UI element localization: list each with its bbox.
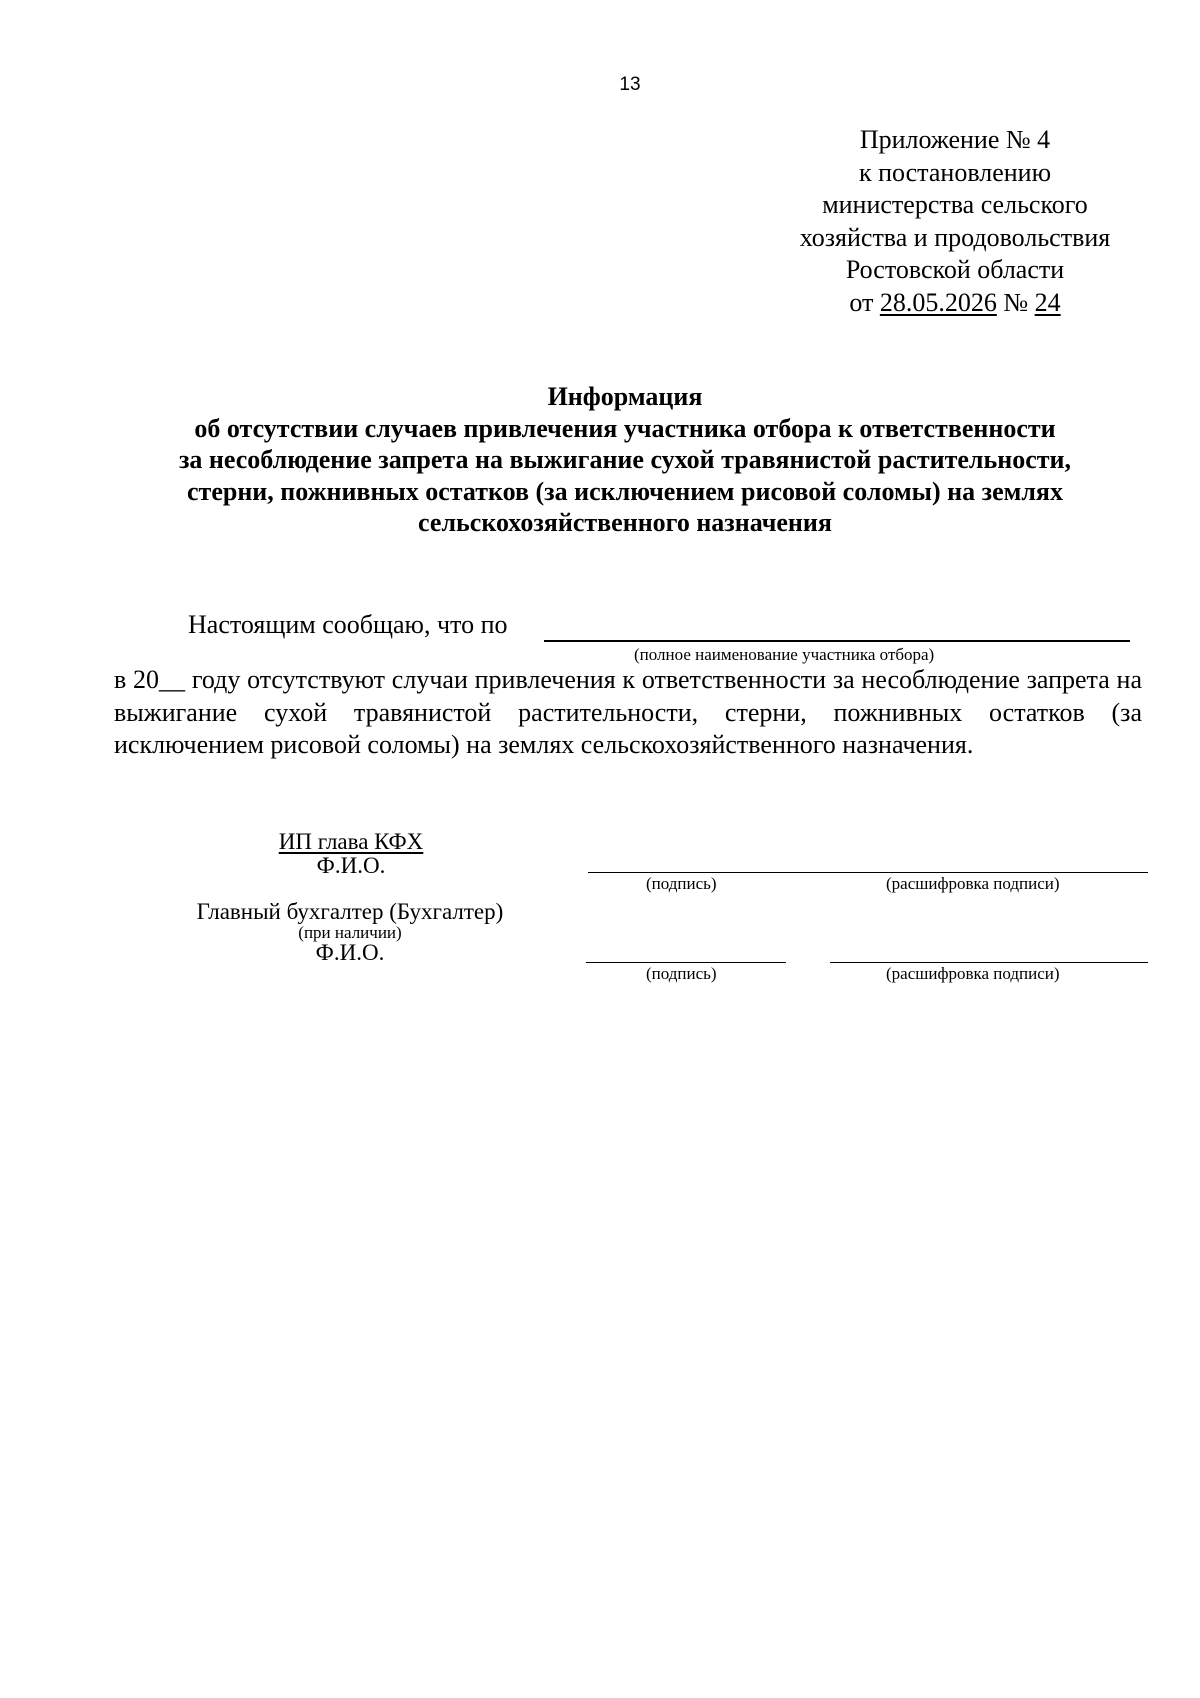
accountant-decode-hint: (расшифровка подписи) — [886, 964, 1060, 983]
accountant-signature-line[interactable] — [586, 962, 786, 963]
participant-name-field[interactable] — [544, 640, 1130, 642]
title-line-2: об отсутствии случаев привлечения участника отбора к ответственности — [194, 413, 1056, 443]
accountant-decode-line[interactable] — [830, 962, 1148, 963]
appendix-header — [740, 124, 1170, 319]
accountant-title: Главный бухгалтер (Бухгалтер) — [196, 899, 504, 924]
number-sign: № — [1003, 287, 1029, 317]
head-signature-hint: (подпись) — [646, 874, 717, 893]
title-line-4: стерни, пожнивных остатков (за исключением рисовой соломы) на землях — [187, 476, 1063, 506]
head-title: ИП глава КФХ — [278, 829, 424, 854]
appendix-line-4: хозяйства и продовольствия — [799, 222, 1111, 252]
head-signature-line[interactable] — [588, 872, 1148, 873]
body-paragraph: в 20__ году отсутствуют случаи привлечения к ответственности за несоблюдение запрета на выжигание сухой травянистой растительности, стерни, пожнивных остатков (за исключением рисовой соломы) на землях сельскохозяйственного назначения. — [114, 665, 1142, 759]
accountant-fio: Ф.И.О. — [315, 940, 385, 965]
head-decode-hint: (расшифровка подписи) — [886, 874, 1060, 893]
date-prefix: от — [849, 287, 874, 317]
appendix-line-1: Приложение № 4 — [859, 125, 1051, 154]
accountant-signatory — [170, 900, 530, 965]
accountant-signature-hint: (подпись) — [646, 964, 717, 983]
participant-hint: (полное наименование участника отбора) — [634, 645, 935, 664]
appendix-date-line — [740, 287, 1170, 320]
title-line-5: сельскохозяйственного назначения — [418, 508, 832, 537]
intro-text: Настоящим сообщаю, что по — [188, 610, 508, 639]
appendix-line-2: к постановлению — [858, 157, 1052, 187]
appendix-line-3: министерства сельского — [822, 190, 1088, 219]
head-signatory — [236, 830, 466, 878]
appendix-line-5: Ростовской области — [845, 255, 1065, 284]
title-line-1: Информация — [547, 382, 703, 411]
appendix-number: 24 — [1034, 287, 1061, 317]
page-number: 13 — [619, 74, 641, 95]
accountant-note: (при наличии) — [298, 923, 402, 942]
head-fio: Ф.И.О. — [316, 853, 386, 878]
document-title — [110, 381, 1140, 539]
title-line-3: за несоблюдение запрета на выжигание сухой травянистой растительности, — [178, 445, 1072, 474]
appendix-date: 28.05.2026 — [879, 287, 997, 317]
